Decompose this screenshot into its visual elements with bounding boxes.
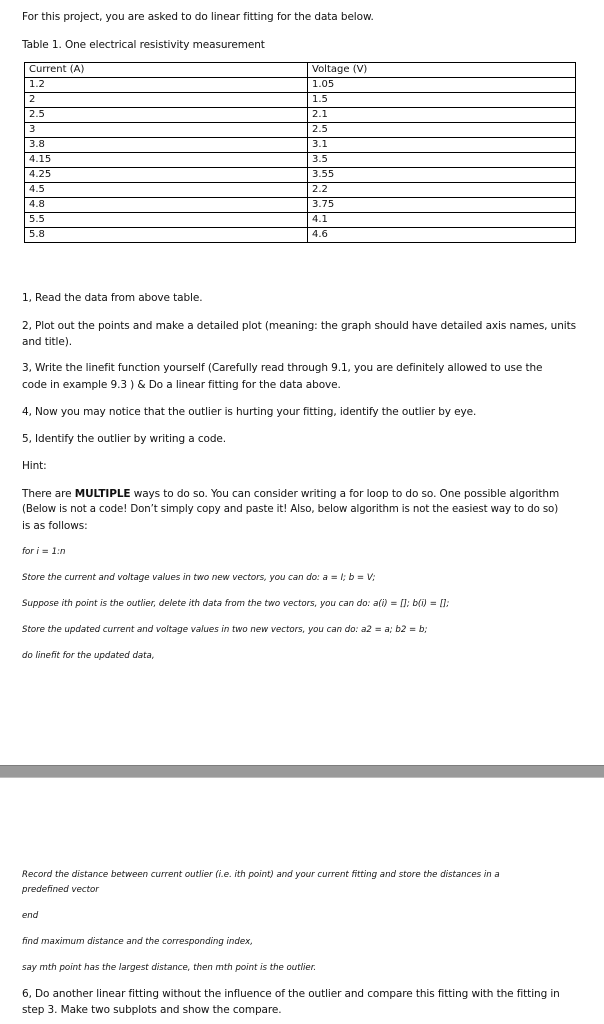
algo-end: end [22,911,39,921]
current-cell: 3 [25,123,308,138]
voltage-cell: 3.55 [308,168,576,183]
table-row [25,78,576,93]
table-row [25,228,576,243]
hint-multiple: MULTIPLE [74,488,131,500]
hint-line-1c: ways to do so. You can consider writing a for loop to do so. One possible algorithm [130,488,560,500]
current-cell: 4.15 [25,153,308,168]
table-row [25,213,576,228]
table-row [25,93,576,108]
algo-store-values: Store the current and voltage values in two new vectors, you can do: a = I; b = V; [22,573,376,583]
step-6-line-2: step 3. Make two subplots and show the compare. [22,1004,282,1016]
current-cell: 5.5 [25,213,308,228]
resistivity-table [24,62,576,243]
voltage-cell: 2.2 [308,183,576,198]
table-row [25,138,576,153]
voltage-cell: 3.5 [308,153,576,168]
algo-for-line: for i = 1:n [22,547,66,557]
algo-record-line-2: predefined vector [22,885,99,895]
voltage-cell: 1.05 [308,78,576,93]
current-cell: 4.8 [25,198,308,213]
page-break-divider [0,765,604,778]
voltage-cell: 3.75 [308,198,576,213]
table-header-row [25,63,576,78]
hint-line-3: is as follows: [22,520,88,532]
step-3-line-2: code in example 9.3 ) & Do a linear fitting for the data above. [22,379,341,391]
step-1: 1, Read the data from above table. [22,292,203,304]
step-3-line-1: 3, Write the linefit function yourself (Carefully read through 9.1, you are definitely allowed to use the [22,362,543,374]
hint-line-2: (Below is not a code! Don’t simply copy and paste it! Also, below algorithm is not the easiest way to do so) [22,504,559,515]
step-5: 5, Identify the outlier by writing a code. [22,433,227,445]
table-row [25,183,576,198]
voltage-cell: 3.1 [308,138,576,153]
table-row [25,108,576,123]
voltage-cell: 2.5 [308,123,576,138]
algo-linefit: do linefit for the updated data, [22,651,155,661]
table-row [25,198,576,213]
voltage-cell: 4.1 [308,213,576,228]
hint-line-1 [22,486,559,502]
algo-outlier-conclusion: say mth point has the largest distance, then mth point is the outlier. [22,963,317,973]
current-cell: 4.5 [25,183,308,198]
algo-delete-point: Suppose ith point is the outlier, delete ith data from the two vectors, you can do: a(i) = []; b(i) = []; [22,599,450,609]
algo-record-line-1: Record the distance between current outlier (i.e. ith point) and your current fitting and store the distances in a [22,870,500,880]
step-2-line-1: 2, Plot out the points and make a detailed plot (meaning: the graph should have detailed axis names, units [22,320,576,332]
hint-line-1a: There are [22,488,75,500]
table-row [25,168,576,183]
header-current: Current (A) [25,63,308,78]
algo-store-updated: Store the updated current and voltage values in two new vectors, you can do: a2 = a; b2 = b; [22,625,428,635]
intro-text: For this project, you are asked to do linear fitting for the data below. [22,11,374,23]
algo-find-max: find maximum distance and the corresponding index, [22,937,253,947]
current-cell: 2 [25,93,308,108]
current-cell: 3.8 [25,138,308,153]
table-row [25,153,576,168]
current-cell: 4.25 [25,168,308,183]
current-cell: 5.8 [25,228,308,243]
voltage-cell: 2.1 [308,108,576,123]
voltage-cell: 1.5 [308,93,576,108]
step-6-line-1: 6, Do another linear fitting without the influence of the outlier and compare this fitting with the fitting in [22,988,560,1000]
table-caption: Table 1. One electrical resistivity measurement [22,39,265,51]
hint-label: Hint: [22,460,47,472]
step-4: 4, Now you may notice that the outlier is hurting your fitting, identify the outlier by eye. [22,406,477,418]
current-cell: 1.2 [25,78,308,93]
current-cell: 2.5 [25,108,308,123]
table-row [25,123,576,138]
header-voltage: Voltage (V) [308,63,576,78]
voltage-cell: 4.6 [308,228,576,243]
step-2-line-2: and title). [22,336,72,348]
